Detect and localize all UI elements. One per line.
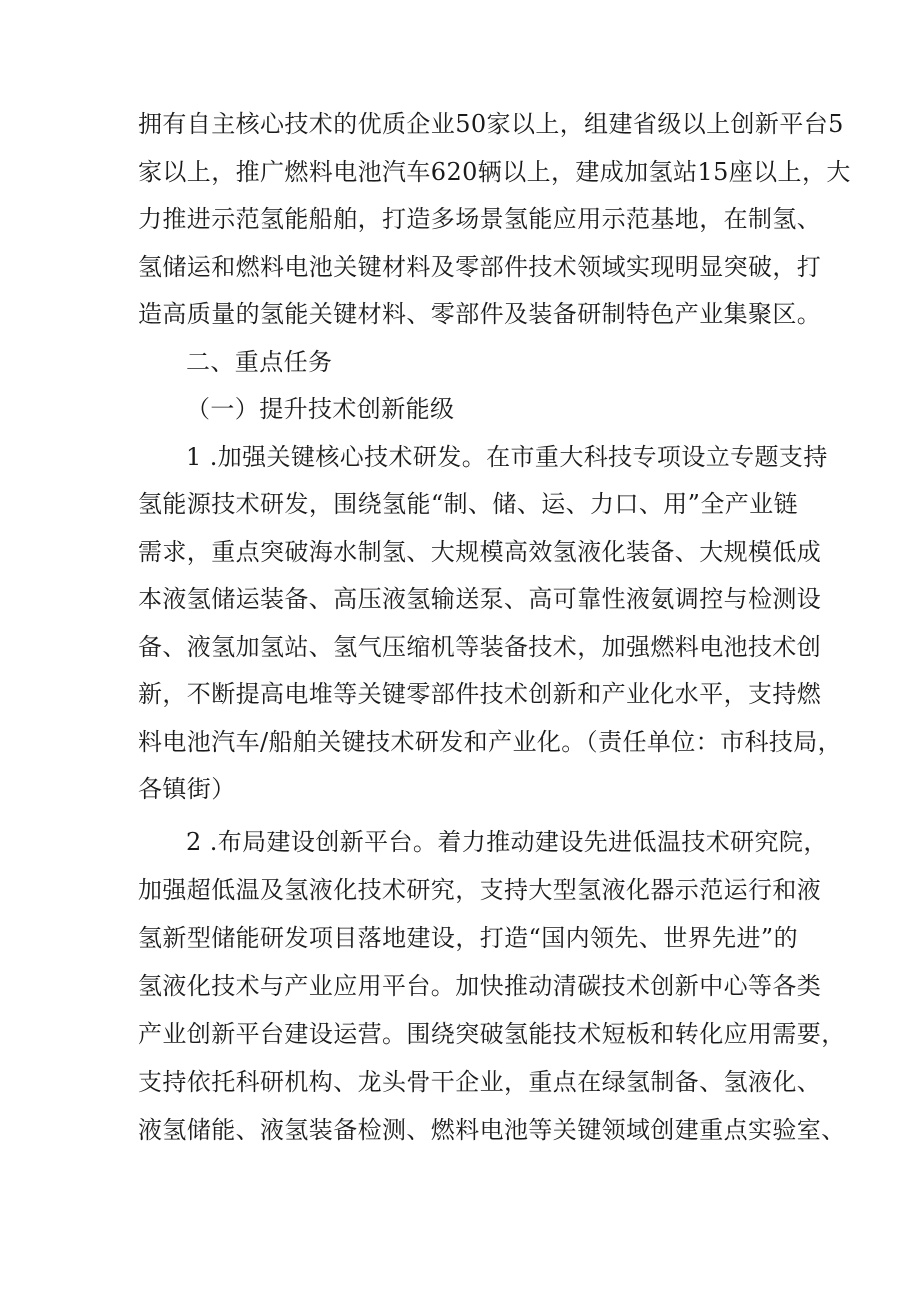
body-text-line: 新，不断提高电堆等关键零部件技术创新和产业化水平，支持燃 <box>138 680 822 708</box>
body-text-line: 产业创新平台建设运营。围绕突破氢能技术短板和转化应用需要， <box>138 1020 846 1048</box>
section-heading: 二、重点任务 <box>186 348 333 376</box>
body-text-line: 2 .布局建设创新平台。着力推动建设先进低温技术研究院， <box>186 828 828 856</box>
body-text-line: 氢液化技术与产业应用平台。加快推动清碳技术创新中心等各类 <box>138 972 822 1000</box>
body-text-line: 各镇街） <box>138 775 236 803</box>
body-text-line: 支持依托科研机构、龙头骨干企业，重点在绿氢制备、氢液化、 <box>138 1068 822 1096</box>
body-text-line: 1 .加强关键核心技术研发。在市重大科技专项设立专题支持 <box>186 443 828 471</box>
body-text-line: 造高质量的氢能关键材料、零部件及装备研制特色产业集聚区。 <box>138 300 822 328</box>
body-text-line: 氢储运和燃料电池关键材料及零部件技术领域实现明显突破，打 <box>138 253 822 281</box>
body-text-line: 氢新型储能研发项目落地建设，打造“国内领先、世界先进”的 <box>138 924 798 952</box>
body-text-line: 氢能源技术研发，围绕氢能“制、储、运、力口、用”全产业链 <box>138 490 798 518</box>
body-text-line: 拥有自主核心技术的优质企业50家以上，组建省级以上创新平台5 <box>138 110 844 138</box>
body-text-line: 液氢储能、液氢装备检测、燃料电池等关键领域创建重点实验室、 <box>138 1116 846 1144</box>
body-text-line: 加强超低温及氢液化技术研究，支持大型氢液化器示范运行和液 <box>138 876 822 904</box>
body-text-line: 料电池汽车/船舶关键技术研发和产业化。（责任单位：市科技局， <box>138 728 843 756</box>
body-text-line: 家以上，推广燃料电池汽车620辆以上，建成加氢站15座以上，大 <box>138 158 851 186</box>
subsection-heading: （一）提升技术创新能级 <box>186 395 455 423</box>
body-text-line: 备、液氢加氢站、氢气压缩机等装备技术，加强燃料电池技术创 <box>138 633 822 661</box>
body-text-line: 本液氢储运装备、高压液氢输送泵、高可靠性液氨调控与检测设 <box>138 585 822 613</box>
body-text-line: 力推进示范氢能船舶，打造多场景氢能应用示范基地，在制氢、 <box>138 205 822 233</box>
body-text-line: 需求，重点突破海水制氢、大规模高效氢液化装备、大规模低成 <box>138 538 822 566</box>
